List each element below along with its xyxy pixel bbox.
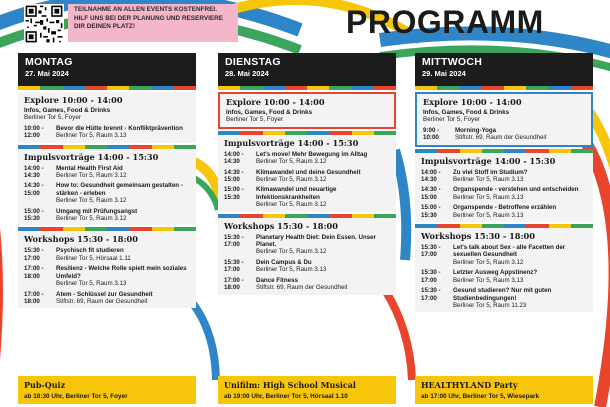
- item-time: 14:00 - 14:30: [24, 164, 44, 180]
- evening-subtitle: ab 18:30 Uhr, Berliner Tor 5, Foyer: [24, 393, 128, 400]
- item-place: Berliner Tor 5, Hörsaal 1.11: [56, 254, 131, 262]
- day-date: 27. Mai 2024: [25, 69, 69, 78]
- page-title: PROGRAMM: [346, 4, 544, 40]
- item-place: Berliner Tor 5, Raum 3.12: [453, 258, 524, 266]
- explore-subtitle: Infos, Games, Food & Drinks: [226, 109, 313, 116]
- item-time: 14:00 - 14:30: [224, 150, 244, 166]
- evening-title: HEALTHYLAND Party: [421, 380, 518, 390]
- color-stripe: [415, 86, 593, 90]
- workshops-section: [415, 228, 593, 312]
- item-time: 14:30 - 15:00: [224, 168, 244, 184]
- schedule-item: [24, 165, 190, 180]
- item-place: Berliner Tor 5, Raum 11.23: [453, 301, 527, 309]
- schedule-item: [421, 204, 587, 219]
- item-title: Organspende - verstehen und entscheiden: [453, 186, 579, 194]
- item-title: Let's move! Mehr Bewegung im Alltag: [256, 150, 368, 158]
- day-date: 28. Mai 2024: [225, 69, 269, 78]
- schedule-item: [24, 182, 190, 204]
- item-title: Atem - Schlüssel zur Gesundheit: [56, 290, 153, 298]
- item-title: Letzter Ausweg Appstinenz?: [453, 269, 538, 277]
- schedule-item: [421, 244, 587, 266]
- item-title: Umgang mit Prüfungsangst: [56, 207, 138, 215]
- item-place: Stiftstr. 69, Raum der Gesundheit: [256, 284, 348, 292]
- explore-subtitle: Infos, Games, Food & Drinks: [24, 107, 111, 114]
- schedule-item: [24, 291, 190, 306]
- item-title: Zu viel Stoff im Studium?: [453, 168, 528, 176]
- schedule-item: [224, 277, 390, 292]
- item-title: Planetary Health Diet: Dein Essen. Unser Planet.: [256, 233, 377, 249]
- day-header: [218, 53, 396, 86]
- item-time: 15:00 - 15:30: [421, 204, 441, 219]
- item-title: Dein Campus & Du: [256, 258, 312, 266]
- item-title: Klimawandel und deine Gesundheit: [256, 168, 361, 176]
- schedule-item: [224, 186, 390, 208]
- day-column-0: [18, 53, 196, 407]
- item-place: Berliner Tor 5, Raum 3.12: [56, 197, 127, 205]
- evening-subtitle: ab 17:00 Uhr, Berliner Tor 5, Wiesepark: [421, 393, 540, 400]
- schedule-item: [224, 234, 390, 256]
- item-title: Psychisch fit studieren: [56, 247, 124, 255]
- schedule-item: [421, 186, 587, 201]
- day-date: 29. Mai 2024: [422, 69, 466, 78]
- explore-location: Berliner Tor 5, Foyer: [226, 116, 283, 124]
- item-time: 17:00 - 18:00: [224, 276, 244, 292]
- explore-section: [18, 92, 196, 143]
- schedule-item: [224, 151, 390, 166]
- item-time: 14:30 - 15:00: [421, 186, 441, 201]
- impuls-title: Impulsvorträge 14:00 - 15:30: [224, 137, 359, 148]
- item-time: 17:00 - 18:00: [24, 265, 44, 280]
- day-name: DIENSTAG: [225, 56, 281, 68]
- explore-title: Explore 10:00 - 14:00: [24, 95, 123, 105]
- day-column-2: [415, 53, 593, 407]
- item-time: 15:30 - 17:00: [421, 269, 441, 284]
- item-time: 14:00 - 14:30: [421, 168, 441, 184]
- item-title: Bevor die Hütte brennt - Konfliktprävention: [56, 124, 183, 132]
- schedule-item: [423, 127, 585, 142]
- item-title: Let's talk about Sex - alle Facetten der sexuellen Gesundheit: [453, 244, 566, 259]
- item-time: 15:00 - 15:30: [224, 186, 244, 201]
- item-place: Berliner Tor 5, Raum 3.13: [56, 280, 127, 288]
- info-banner: [68, 4, 238, 42]
- workshops-title: Workshops 15:30 - 18:00: [224, 220, 338, 231]
- impuls-section: [415, 153, 593, 222]
- explore-location: Berliner Tor 5, Foyer: [423, 116, 480, 124]
- item-time: 15:30 - 17:00: [24, 247, 44, 262]
- item-place: Berliner Tor 5, Raum 3.12: [56, 215, 127, 223]
- item-time: 15:30 - 17:00: [224, 258, 244, 274]
- day-header: [18, 53, 196, 86]
- impuls-title: Impulsvorträge 14:00 - 15:30: [24, 151, 159, 162]
- item-time: 15:00 - 15:30: [24, 207, 44, 223]
- explore-subtitle: Infos, Games, Food & Drinks: [423, 109, 510, 116]
- item-place: Berliner Tor 5, Raum 3.13: [453, 276, 524, 284]
- schedule-item: [224, 169, 390, 184]
- schedule-item: [24, 208, 190, 223]
- day-column-1: [218, 53, 396, 407]
- item-time: 9:00 - 10:00: [423, 126, 440, 142]
- item-title: Mental Health First Aid: [56, 164, 123, 172]
- item-place: Berliner Tor 5, Raum 3.12: [256, 248, 327, 256]
- workshops-title: Workshops 15:30 - 18:00: [24, 234, 138, 245]
- explore-section: [218, 92, 396, 129]
- schedule-item: [24, 265, 190, 287]
- explore-title: Explore 10:00 - 14:00: [226, 97, 325, 107]
- item-place: Berliner Tor 5, Raum 3.13: [453, 176, 524, 184]
- color-stripe: [18, 86, 196, 90]
- item-place: Stiftstr. 69, Raum der Gesundheit: [455, 134, 547, 142]
- item-title: How to: Gesundheit gemeinsam gestalten - stärken - erleben: [56, 182, 183, 197]
- item-time: 10:00 - 12:00: [24, 124, 44, 140]
- item-time: 15:30 - 17:00: [421, 244, 441, 259]
- item-place: Berliner Tor 5, Raum 3.13: [453, 193, 524, 201]
- item-title: Gesund studieren? Nur mit guten Studienbedingungen!: [453, 287, 552, 302]
- workshops-section: [218, 218, 396, 295]
- schedule-item: [421, 169, 587, 184]
- item-title: Organspende - Betroffene erzählen: [453, 204, 557, 212]
- item-place: Stiftstr. 69, Raum der Gesundheit: [56, 297, 148, 305]
- banner-text: TEILNAHME AN ALLEN EVENTS KOSTENFREI. HILF UNS BEI DER PLANUNG UND RESERVIERE DIR DEINEN PLATZ!: [74, 6, 224, 31]
- evening-title: Pub-Quiz: [24, 380, 66, 390]
- evening-subtitle: ab 19:00 Uhr, Berliner Tor 5, Hörsaal 1.10: [224, 393, 348, 400]
- explore-title: Explore 10:00 - 14:00: [423, 97, 522, 107]
- workshops-section: [18, 231, 196, 308]
- item-place: Berliner Tor 5, Raum 3.13: [453, 211, 524, 219]
- impuls-section: [218, 135, 396, 212]
- item-title: Resilienz - Welche Rolle spielt mein soziales Umfeld?: [56, 265, 187, 280]
- evening-event: [415, 376, 593, 404]
- item-title: Klimawandel und neuartige Infektionskrankheiten: [256, 186, 337, 201]
- item-time: 17:00 - 18:00: [24, 290, 44, 305]
- qr-code[interactable]: [24, 4, 64, 44]
- day-name: MITTWOCH: [422, 56, 483, 68]
- item-time: 14:30 - 15:00: [24, 182, 44, 197]
- item-place: Berliner Tor 5, Raum 3.13: [256, 266, 327, 274]
- item-title: Morning-Yoga: [455, 126, 497, 134]
- item-place: Berliner Tor 5, Raum 3.12: [56, 172, 127, 180]
- schedule-item: [24, 247, 190, 262]
- item-time: 15:30 - 17:00: [224, 233, 244, 249]
- explore-location: Berliner Tor 5, Foyer: [24, 114, 81, 122]
- evening-title: Unifilm: High School Musical: [224, 380, 356, 390]
- evening-event: [218, 376, 396, 404]
- schedule-item: [24, 125, 190, 140]
- workshops-title: Workshops 15:30 - 18:00: [421, 231, 535, 242]
- color-stripe: [218, 86, 396, 90]
- item-time: 15:30 - 17:00: [421, 287, 441, 302]
- item-place: Berliner Tor 5, Raum 3.12: [256, 176, 327, 184]
- impuls-section: [18, 149, 196, 226]
- evening-event: [18, 376, 196, 404]
- schedule-item: [421, 269, 587, 284]
- day-name: MONTAG: [25, 56, 73, 68]
- item-place: Berliner Tor 5, Raum 3.12: [256, 158, 327, 166]
- impuls-title: Impulsvorträge 14:00 - 15:30: [421, 155, 556, 166]
- schedule-item: [224, 259, 390, 274]
- explore-section: [415, 92, 593, 147]
- item-place: Berliner Tor 5, Raum 3.13: [56, 132, 127, 140]
- day-header: [415, 53, 593, 86]
- item-place: Berliner Tor 5, Raum 3.12: [256, 201, 327, 209]
- qr-code-graphic: [24, 4, 64, 44]
- schedule-item: [421, 287, 587, 309]
- item-title: Dance Fitness: [256, 276, 298, 284]
